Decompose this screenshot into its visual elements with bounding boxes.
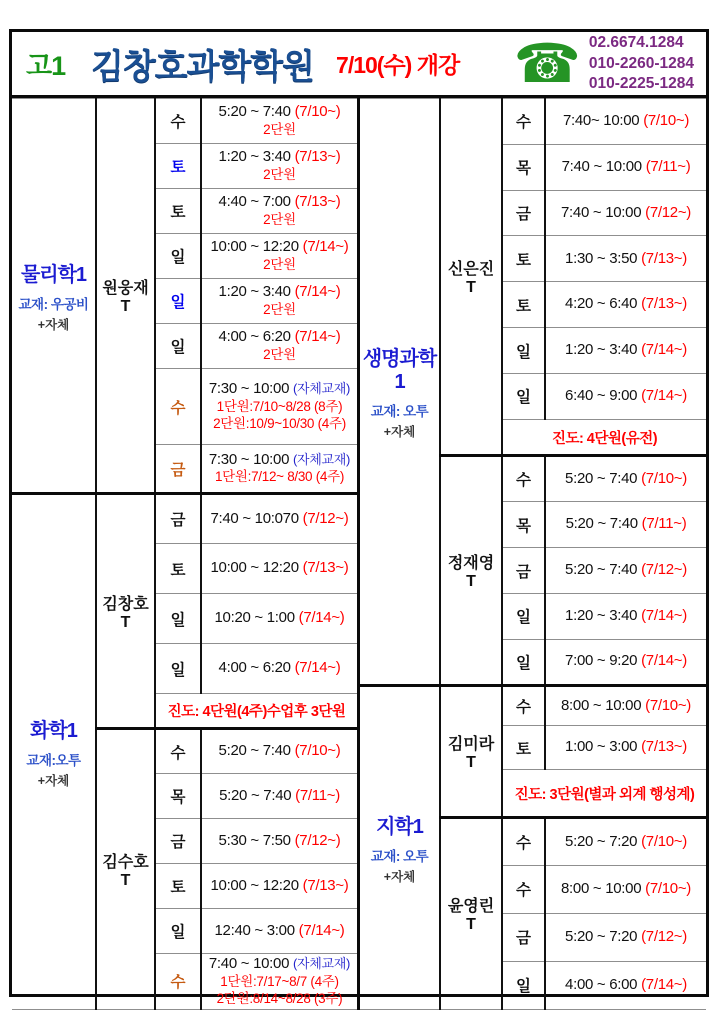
time-cell bbox=[545, 639, 706, 685]
time-cell bbox=[201, 544, 357, 594]
time-range: 12:40 ~ 3:00 bbox=[214, 921, 295, 939]
time-range: 7:40 ~ 10:070 bbox=[210, 509, 299, 527]
time-cell bbox=[545, 817, 706, 865]
day-cell: 수 bbox=[155, 729, 201, 774]
start-date: (7/10~) bbox=[643, 112, 690, 130]
start-date: (7/12~) bbox=[641, 561, 687, 579]
subject-book: 교재: 오투 bbox=[370, 404, 429, 420]
start-date: (7/14~) bbox=[641, 387, 687, 404]
unit-schedule: 1단원:7/12~ 8/30 (4주) bbox=[214, 469, 345, 485]
time-cell bbox=[201, 594, 357, 644]
time-cell bbox=[201, 864, 357, 909]
subject-book-extra: +자체 bbox=[383, 425, 416, 440]
day-cell: 금 bbox=[502, 913, 545, 961]
unit-note: 2단원 bbox=[263, 346, 296, 362]
time-cell bbox=[545, 99, 706, 145]
start-date: (7/10~) bbox=[641, 469, 687, 487]
time-cell bbox=[545, 593, 706, 639]
subject-book: 교재:오투 bbox=[26, 753, 81, 769]
time-range: 5:20 ~ 7:40 bbox=[565, 561, 638, 579]
time-range: 4:20 ~ 6:40 bbox=[565, 295, 638, 313]
day-cell: 토 bbox=[155, 864, 201, 909]
time-range: 10:00 ~ 12:20 bbox=[210, 876, 299, 894]
start-date: (7/14~) bbox=[298, 609, 345, 627]
subject-cell-biology bbox=[360, 99, 440, 686]
time-cell bbox=[201, 494, 357, 544]
time-cell bbox=[545, 236, 706, 282]
phone-number: 010-2225-1284 bbox=[588, 75, 694, 93]
start-date: (7/11~) bbox=[641, 515, 687, 533]
time-range: 1:20 ~ 3:40 bbox=[565, 606, 638, 624]
start-date: (7/14~) bbox=[641, 975, 687, 993]
time-range: 7:30 ~ 10:00 bbox=[208, 450, 290, 468]
time-range: 1:20 ~ 3:40 bbox=[218, 283, 291, 301]
time-range: 10:00 ~ 12:20 bbox=[210, 238, 299, 256]
teacher-cell: 김미라T bbox=[440, 685, 502, 817]
day-cell: 목 bbox=[502, 144, 545, 190]
start-date: (7/11~) bbox=[645, 157, 691, 175]
teacher-cell: 원웅재T bbox=[96, 99, 155, 494]
time-range: 8:00 ~ 10:00 bbox=[561, 879, 642, 897]
start-date: (7/13~) bbox=[302, 559, 349, 577]
time-range: 5:20 ~ 7:40 bbox=[218, 742, 291, 760]
teacher-cell: 윤영린T bbox=[440, 817, 502, 1009]
time-range: 8:00 ~ 10:00 bbox=[561, 696, 642, 714]
time-range: 1:20 ~ 3:40 bbox=[218, 148, 291, 166]
day-cell: 수 bbox=[502, 817, 545, 865]
start-date: (7/14~) bbox=[641, 606, 687, 624]
time-range: 10:00 ~ 12:20 bbox=[210, 559, 299, 577]
time-range: 5:20 ~ 7:40 bbox=[565, 515, 638, 533]
start-date: (7/13~) bbox=[641, 295, 687, 313]
timetable-body bbox=[12, 98, 706, 1010]
day-cell: 금 bbox=[155, 494, 201, 544]
day-cell: 일 bbox=[502, 328, 545, 374]
time-cell bbox=[201, 144, 357, 189]
time-cell bbox=[545, 726, 706, 770]
time-cell bbox=[545, 190, 706, 236]
unit-note: 2단원 bbox=[263, 256, 296, 272]
day-cell: 수 bbox=[502, 456, 545, 502]
unit-note: 2단원 bbox=[263, 301, 296, 317]
time-cell bbox=[545, 961, 706, 1009]
time-range: 7:30 ~ 10:00 bbox=[208, 380, 290, 398]
start-date: (7/12~) bbox=[294, 831, 341, 849]
day-cell: 목 bbox=[155, 774, 201, 819]
time-range: 1:30 ~ 3:50 bbox=[565, 249, 638, 267]
start-date: (7/10~) bbox=[645, 696, 691, 714]
subject-name: 지학1 bbox=[376, 816, 423, 839]
time-cell bbox=[201, 324, 357, 369]
book-tag: (자체교재) bbox=[293, 381, 351, 397]
time-range: 4:40 ~ 7:00 bbox=[218, 193, 291, 211]
teacher-cell: 정재영T bbox=[440, 456, 502, 685]
time-cell bbox=[545, 282, 706, 328]
time-cell bbox=[545, 373, 706, 419]
time-range: 4:00 ~ 6:00 bbox=[565, 975, 638, 993]
day-cell: 금 bbox=[155, 445, 201, 494]
time-cell bbox=[201, 445, 357, 494]
start-date: (7/14~) bbox=[294, 659, 341, 677]
day-cell: 수 bbox=[155, 369, 201, 445]
subject-cell-chemistry bbox=[12, 494, 96, 1010]
time-cell bbox=[201, 234, 357, 279]
time-range: 7:40~ 10:00 bbox=[562, 112, 640, 130]
time-cell bbox=[201, 189, 357, 234]
time-range: 5:30 ~ 7:50 bbox=[218, 831, 291, 849]
start-date: (7/13~) bbox=[294, 148, 341, 166]
unit-schedule: 1단원:7/17~8/7 (4주) bbox=[220, 973, 339, 989]
subject-cell-physics bbox=[12, 99, 96, 494]
unit-note: 2단원 bbox=[263, 211, 296, 227]
opening-date: 7/10(수) 개강 bbox=[336, 52, 460, 78]
day-cell: 일 bbox=[155, 279, 201, 324]
time-cell bbox=[201, 909, 357, 954]
subject-book: 교재: 우공비 bbox=[18, 297, 89, 312]
start-date: (7/13~) bbox=[294, 193, 341, 211]
start-date: (7/12~) bbox=[641, 927, 687, 945]
timetable-sheet bbox=[9, 29, 709, 1006]
book-tag: (자체교재) bbox=[293, 451, 351, 467]
subject-name: 물리학1 bbox=[20, 264, 87, 286]
time-cell bbox=[201, 644, 357, 694]
time-cell bbox=[545, 685, 706, 726]
start-date: (7/14~) bbox=[294, 283, 341, 301]
subject-book-extra: +자체 bbox=[37, 774, 70, 789]
start-date: (7/14~) bbox=[641, 341, 687, 359]
teacher-cell: 김창호T bbox=[96, 494, 155, 729]
day-cell: 일 bbox=[155, 324, 201, 369]
start-date: (7/13~) bbox=[641, 738, 687, 756]
start-date: (7/14~) bbox=[294, 328, 341, 346]
phone-number: 02.6674.1284 bbox=[588, 34, 684, 52]
unit-note: 2단원 bbox=[263, 166, 296, 182]
day-cell: 일 bbox=[502, 961, 545, 1009]
time-range: 5:20 ~ 7:40 bbox=[565, 469, 638, 487]
unit-schedule: 1단원:7/10~8/28 (8주) bbox=[216, 399, 343, 414]
day-cell: 일 bbox=[155, 594, 201, 644]
day-cell: 수 bbox=[502, 685, 545, 726]
day-cell: 일 bbox=[155, 234, 201, 279]
day-cell: 일 bbox=[502, 373, 545, 419]
time-range: 7:00 ~ 9:20 bbox=[565, 652, 638, 670]
progress-note: 진도: 4단원(4주)수업후 3단원 bbox=[155, 694, 357, 729]
start-date: (7/14~) bbox=[641, 652, 687, 670]
start-date: (7/12~) bbox=[645, 203, 691, 221]
day-cell: 토 bbox=[155, 544, 201, 594]
day-cell: 일 bbox=[155, 644, 201, 694]
time-cell bbox=[201, 729, 357, 774]
time-cell bbox=[545, 456, 706, 502]
day-cell: 토 bbox=[502, 726, 545, 770]
progress-note: 진도: 3단원(별과 외계 행성계) bbox=[502, 770, 706, 818]
teacher-cell: 신은진T bbox=[440, 99, 502, 456]
time-range: 5:20 ~ 7:20 bbox=[565, 927, 638, 945]
time-cell bbox=[545, 548, 706, 594]
timetable-left bbox=[12, 98, 360, 1010]
time-range: 10:20 ~ 1:00 bbox=[214, 609, 295, 627]
start-date: (7/13~) bbox=[641, 249, 687, 267]
unit-schedule: 2단원:10/9~10/30 (4주) bbox=[213, 415, 346, 431]
time-range: 1:00 ~ 3:00 bbox=[565, 738, 638, 756]
start-date: (7/12~) bbox=[302, 509, 349, 527]
progress-note: 진도: 4단원(유전) bbox=[502, 419, 706, 456]
start-date: (7/13~) bbox=[302, 876, 349, 894]
time-cell bbox=[545, 865, 706, 913]
start-date: (7/14~) bbox=[298, 921, 345, 939]
subject-name: 생명과학1 bbox=[362, 348, 437, 394]
day-cell: 금 bbox=[502, 548, 545, 594]
time-range: 7:40 ~ 10:00 bbox=[561, 203, 642, 221]
start-date: (7/10~) bbox=[294, 742, 341, 760]
day-cell: 일 bbox=[155, 909, 201, 954]
time-cell bbox=[545, 502, 706, 548]
phone-icon: ☎ bbox=[513, 33, 581, 94]
grade-label: 고1 bbox=[26, 51, 66, 81]
day-cell: 토 bbox=[155, 144, 201, 189]
subject-book-extra: +자체 bbox=[383, 870, 416, 885]
time-range: 5:20 ~ 7:40 bbox=[219, 786, 292, 804]
teacher-cell: 김수호T bbox=[96, 729, 155, 1010]
academy-title: 김창호과학학원 bbox=[91, 48, 315, 86]
time-range: 1:20 ~ 3:40 bbox=[565, 341, 638, 359]
book-tag: (자체교재) bbox=[293, 956, 351, 971]
day-cell: 목 bbox=[502, 502, 545, 548]
time-cell bbox=[201, 774, 357, 819]
time-cell bbox=[201, 954, 357, 1010]
start-date: (7/10~) bbox=[294, 103, 341, 121]
time-range: 4:00 ~ 6:20 bbox=[218, 659, 291, 677]
day-cell: 수 bbox=[502, 865, 545, 913]
start-date: (7/14~) bbox=[302, 238, 349, 256]
day-cell: 금 bbox=[502, 190, 545, 236]
subject-book: 교재: 오투 bbox=[370, 849, 429, 865]
unit-note: 2단원 bbox=[263, 121, 296, 137]
start-date: (7/10~) bbox=[641, 832, 687, 850]
start-date: (7/11~) bbox=[295, 786, 340, 804]
time-range: 5:20 ~ 7:40 bbox=[218, 103, 291, 121]
phone-number-list bbox=[589, 33, 696, 93]
time-range: 4:00 ~ 6:20 bbox=[218, 328, 291, 346]
day-cell: 수 bbox=[155, 954, 201, 1010]
day-cell: 토 bbox=[155, 189, 201, 234]
time-cell bbox=[545, 328, 706, 374]
time-cell bbox=[201, 819, 357, 864]
time-cell bbox=[201, 99, 357, 144]
time-range: 7:40 ~ 10:00 bbox=[561, 157, 642, 175]
subject-cell-earth-science bbox=[360, 685, 440, 1009]
time-cell bbox=[201, 369, 357, 445]
time-range: 5:20 ~ 7:20 bbox=[565, 832, 638, 850]
day-cell: 일 bbox=[502, 639, 545, 685]
time-cell bbox=[545, 913, 706, 961]
day-cell: 수 bbox=[502, 99, 545, 145]
timetable-right bbox=[360, 98, 706, 1010]
subject-book-extra: +자체 bbox=[37, 318, 70, 332]
day-cell: 수 bbox=[155, 99, 201, 144]
start-date: (7/10~) bbox=[645, 879, 691, 897]
time-range: 7:40 ~ 10:00 bbox=[208, 955, 290, 972]
day-cell: 금 bbox=[155, 819, 201, 864]
time-cell bbox=[201, 279, 357, 324]
day-cell: 토 bbox=[502, 236, 545, 282]
time-range: 6:40 ~ 9:00 bbox=[565, 387, 638, 404]
header bbox=[12, 32, 706, 98]
unit-schedule: 2단원:8/14~8/28 (3주) bbox=[216, 990, 343, 1006]
day-cell: 토 bbox=[502, 282, 545, 328]
subject-name: 화학1 bbox=[30, 720, 77, 743]
time-cell bbox=[545, 144, 706, 190]
phone-number: 010-2260-1284 bbox=[588, 54, 694, 72]
day-cell: 일 bbox=[502, 593, 545, 639]
